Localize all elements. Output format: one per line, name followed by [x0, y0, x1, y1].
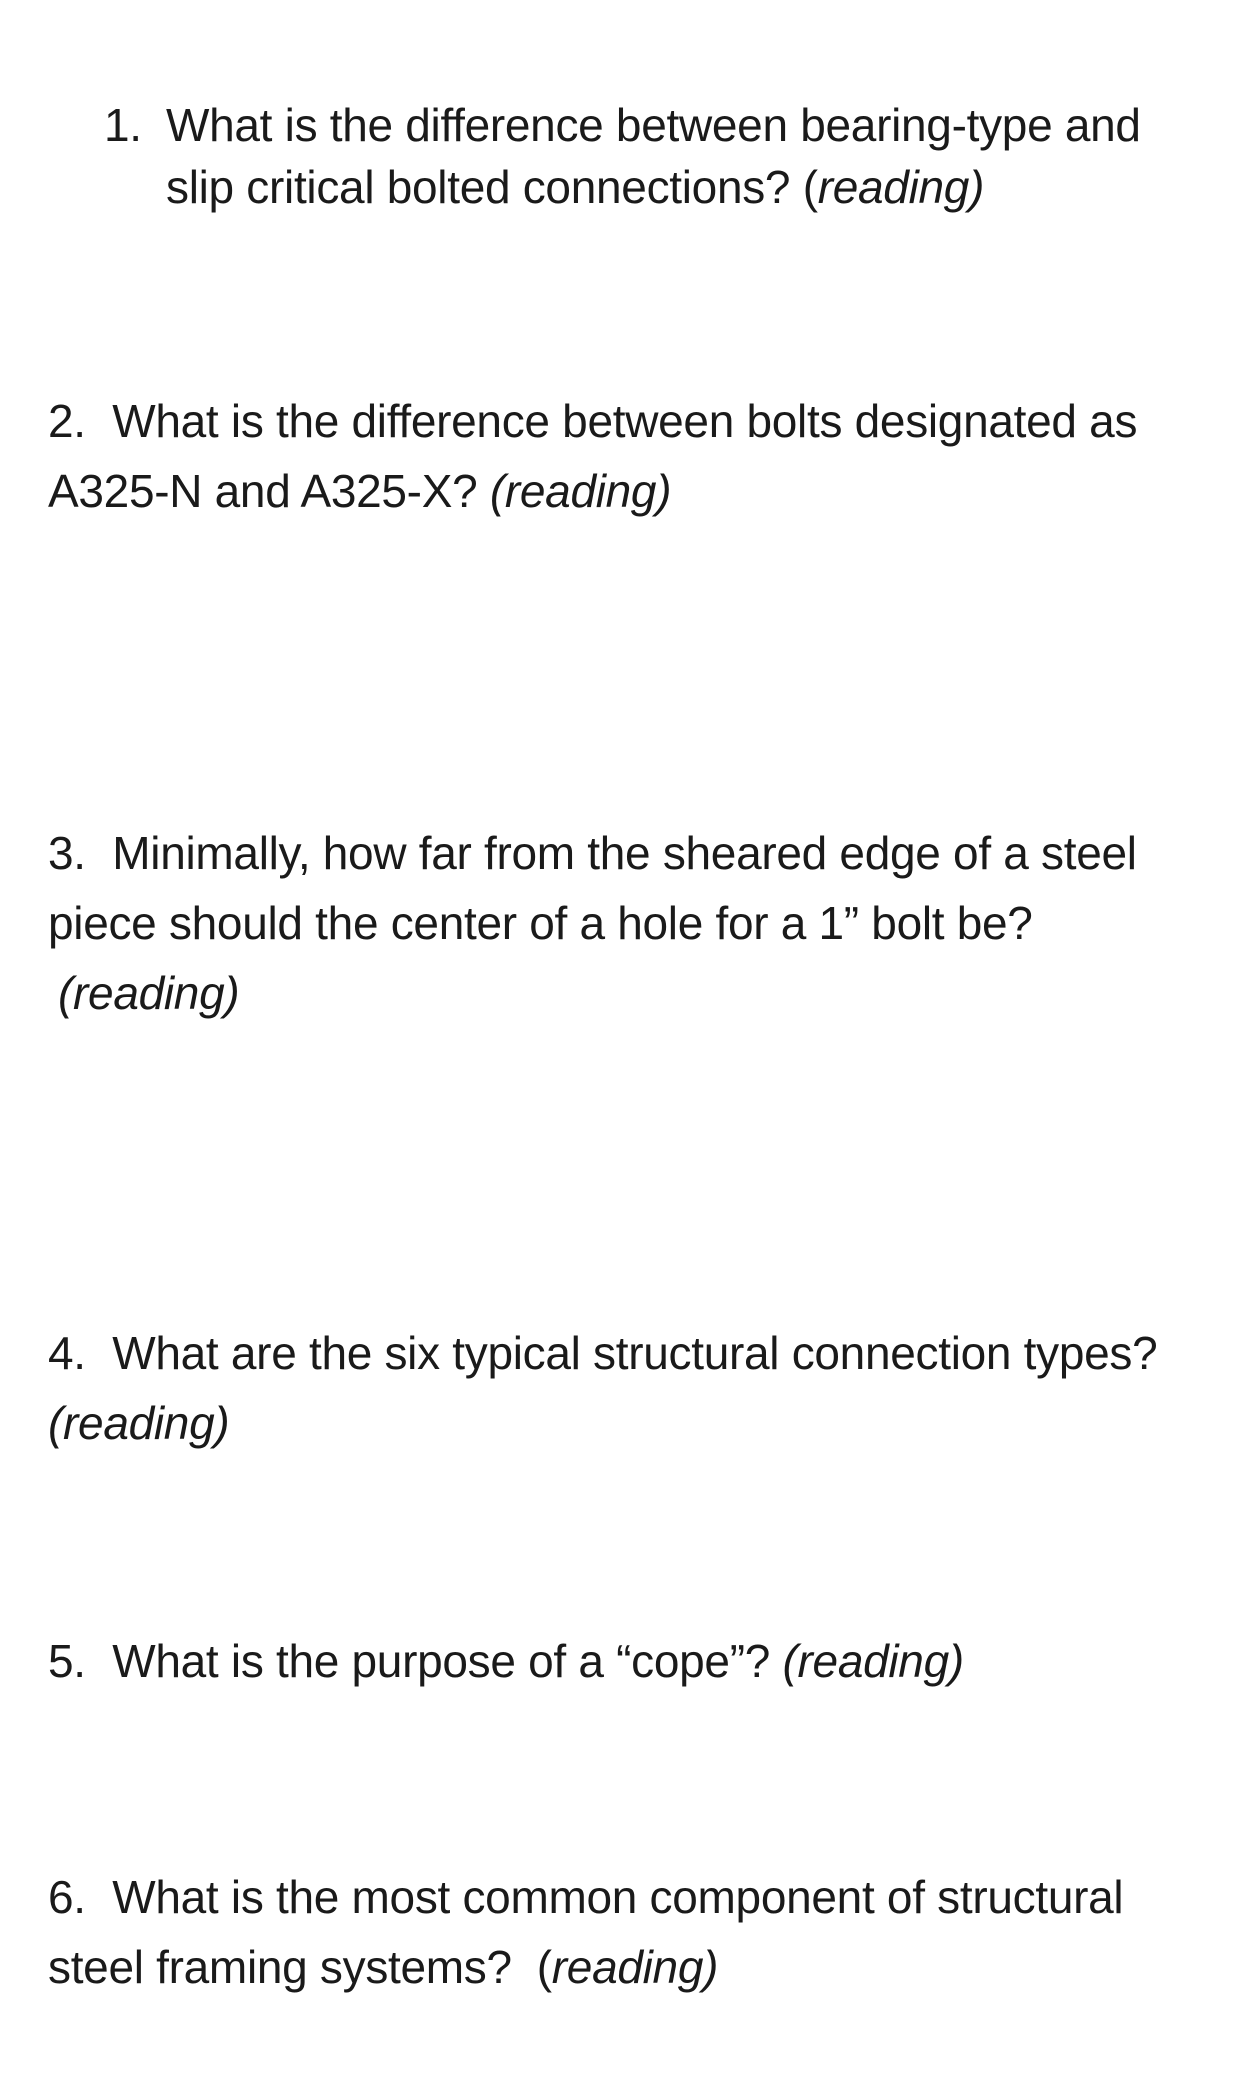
question-text: Minimally, how far from the sheared edge of a steel piece should the center of a hole for a 1” bolt be? — [48, 827, 1137, 949]
question-1 — [104, 94, 1214, 218]
question-number: 6. — [48, 1871, 86, 1923]
reference-label: (reading) — [782, 1635, 964, 1687]
reference-open-paren: ( — [790, 161, 818, 213]
question-number: 5. — [48, 1635, 86, 1687]
reference-open-paren: ( — [511, 1941, 552, 1993]
question-text: What is the purpose of a “cope”? — [112, 1635, 771, 1687]
reference-label: reading) — [551, 1941, 719, 1993]
reference-label: (reading) — [48, 1397, 230, 1449]
question-4 — [48, 1318, 1208, 1458]
question-text: What is the difference between bearing-type and slip critical bolted connections? — [166, 99, 1141, 213]
question-number: 4. — [48, 1327, 86, 1379]
question-5 — [48, 1626, 1208, 1696]
reference-label: (reading) — [58, 967, 240, 1019]
reference-label: (reading) — [489, 465, 672, 517]
question-text: What are the six typical structural connection types? — [112, 1327, 1158, 1379]
question-number: 1. — [104, 99, 142, 151]
question-6 — [48, 1862, 1208, 2002]
question-3 — [48, 818, 1208, 1028]
question-number: 2. — [48, 395, 86, 447]
question-body — [166, 94, 1214, 218]
question-text: What is the difference between bolts designated as A325-N and A325-X? — [48, 395, 1138, 517]
question-text: What is the most common component of structural steel framing systems? — [48, 1871, 1124, 1993]
question-2 — [48, 386, 1208, 526]
reference-label: reading) — [817, 161, 985, 213]
question-number: 3. — [48, 827, 86, 879]
